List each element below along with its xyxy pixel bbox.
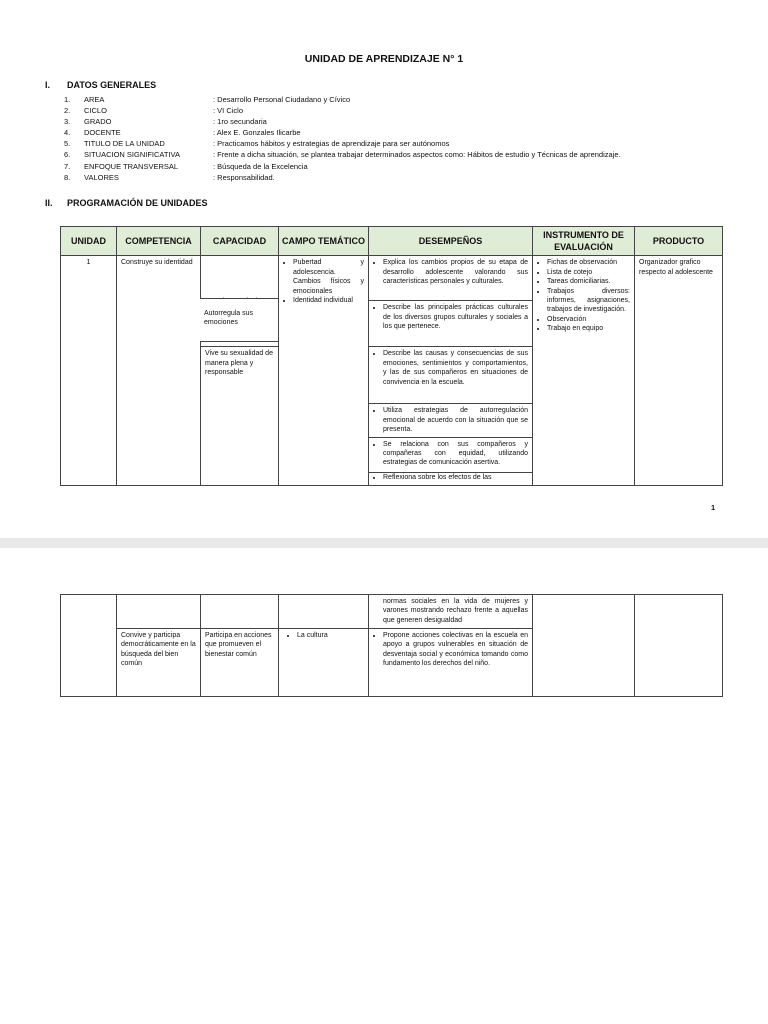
list-item: • Explica los cambios propios de su etapa de desarrollo adolescente valorando sus características personales y culturales. xyxy=(383,258,528,286)
item-number: 7. xyxy=(64,161,71,171)
header-competencia: COMPETENCIA xyxy=(117,227,201,256)
list-item: • La cultura xyxy=(297,631,364,640)
cell-desempeno xyxy=(369,472,533,485)
header-unidad: UNIDAD xyxy=(61,227,117,256)
datos-generales-list xyxy=(64,94,621,183)
cell-desempeno xyxy=(369,347,533,404)
list-item xyxy=(64,105,621,116)
section-label: PROGRAMACIÓN DE UNIDADES xyxy=(67,198,208,208)
document-title: UNIDAD DE APRENDIZAJE N° 1 xyxy=(304,53,464,65)
cell-capacidad: Vive su sexualidad de manera plena y responsable xyxy=(201,347,279,485)
section-label: DATOS GENERALES xyxy=(67,80,157,90)
cell-desempeno xyxy=(369,404,533,437)
section-heading-programacion xyxy=(45,198,208,208)
list-item xyxy=(64,138,621,149)
list-item xyxy=(64,94,621,105)
item-number: 8. xyxy=(64,172,71,182)
list-item: • Tareas domiciliarias. xyxy=(547,277,630,286)
item-label: DOCENTE xyxy=(84,128,121,138)
cell-campo-tematico xyxy=(279,256,369,485)
cell-capacidad: Participa en acciones que promueven el bienestar común xyxy=(201,629,279,697)
table-row xyxy=(61,256,723,301)
item-value: : 1ro secundaria xyxy=(213,117,267,127)
item-label: ENFOQUE TRANSVERSAL xyxy=(84,161,179,171)
item-value: : Desarrollo Personal Ciudadano y Cívico xyxy=(213,95,351,104)
list-item: • Propone acciones colectivas en la escuela en apoyo a grupos vulnerables en situación de desventaja social y económica tomando como fundamento los derechos del niño. xyxy=(383,631,528,669)
capacidad-autorregula-box xyxy=(200,298,278,342)
list-item: • Lista de cotejo xyxy=(547,268,630,277)
programacion-table-continued xyxy=(60,594,723,697)
item-number: 6. xyxy=(64,150,71,160)
item-value: : VI Ciclo xyxy=(213,106,244,116)
section-number: I. xyxy=(45,80,51,90)
cell-desempeno: normas sociales en la vida de mujeres y varones mostrando rechazo frente a aquellas que generen desigualdad xyxy=(369,595,533,629)
item-label: VALORES xyxy=(84,172,119,182)
list-item xyxy=(64,161,621,172)
cell-desempeno xyxy=(369,256,533,301)
list-item xyxy=(64,127,621,138)
item-value: : Practicamos hábitos y estrategias de aprendizaje para ser autónomos xyxy=(213,139,450,149)
list-item: • Trabajo en equipo xyxy=(547,324,630,333)
list-item: • Identidad individual xyxy=(293,296,364,305)
cell-competencia: Construye su identidad xyxy=(117,256,201,485)
item-number: 4. xyxy=(64,128,71,138)
item-value: : Frente a dicha situación, se plantea trabajar determinados aspectos como: Hábitos de estudio y Técnicas de aprendizaje. xyxy=(213,150,621,160)
cell-unidad: 1 xyxy=(61,256,117,485)
item-label: TITULO DE LA UNIDAD xyxy=(84,139,165,149)
cell-desempeno xyxy=(369,301,533,347)
cell-producto: Organizador grafico respecto al adolescente xyxy=(635,256,723,485)
cell-competencia: Convive y participa democráticamente en la búsqueda del bien común xyxy=(117,629,201,697)
header-producto: PRODUCTO xyxy=(635,227,723,256)
list-item: • Se relaciona con sus compañeros y compañeras con equidad, utilizando estrategias de comunicación asertiva. xyxy=(383,440,528,468)
cell-instrumento xyxy=(533,256,635,485)
programacion-table xyxy=(60,226,723,486)
list-item: • Fichas de observación xyxy=(547,258,630,267)
item-label: GRADO xyxy=(84,117,112,127)
cell-campo-tematico xyxy=(279,629,369,697)
table-row xyxy=(61,595,723,629)
cell-desempeno xyxy=(369,629,533,697)
header-campo-tematico: CAMPO TEMÁTICO xyxy=(279,227,369,256)
list-item xyxy=(64,116,621,127)
cell-competencia xyxy=(117,595,201,629)
item-label: SITUACION SIGNIFICATIVA xyxy=(84,150,180,160)
cell-desempeno xyxy=(369,437,533,472)
item-number: 1. xyxy=(64,95,71,104)
table-header-row xyxy=(61,227,723,256)
list-item: • Utiliza estrategias de autorregulación emocional de acuerdo con la situación que se presenta. xyxy=(383,406,528,434)
item-value: : Búsqueda de la Excelencia xyxy=(213,161,308,171)
item-value: : Alex E. Gonzales Ilicarbe xyxy=(213,128,301,138)
cell-unidad xyxy=(61,595,117,697)
list-item: • Reflexiona sobre los efectos de las xyxy=(383,473,528,482)
item-number: 3. xyxy=(64,117,71,127)
section-heading-datos-generales xyxy=(45,80,156,90)
item-label: CICLO xyxy=(84,106,107,116)
header-instrumento: INSTRUMENTO DE EVALUACIÓN xyxy=(533,227,635,256)
cell-capacidad xyxy=(201,595,279,629)
list-item xyxy=(64,149,621,160)
list-item: • Describe las principales prácticas culturales de los diversos grupos culturales y sociales a los que pertenece. xyxy=(383,303,528,331)
list-item: • Describe las causas y consecuencias de sus emociones, sentimientos y comportamientos, y las de sus compañeros en situaciones de convivencia en la escuela. xyxy=(383,349,528,387)
item-value: : Responsabilidad. xyxy=(213,172,275,182)
section-number: II. xyxy=(45,198,53,208)
cell-instrumento xyxy=(533,595,635,697)
item-number: 5. xyxy=(64,139,71,149)
page-number: 1 xyxy=(711,503,716,512)
cell-producto xyxy=(635,595,723,697)
header-desempenos: DESEMPEÑOS xyxy=(369,227,533,256)
list-item: • Trabajos diversos: informes, asignaciones, trabajos de investigación. xyxy=(547,287,630,315)
header-capacidad: CAPACIDAD xyxy=(201,227,279,256)
list-item xyxy=(64,172,621,183)
item-number: 2. xyxy=(64,106,71,116)
list-item: • Observación xyxy=(547,315,630,324)
cell-campo-tematico xyxy=(279,595,369,629)
item-label: AREA xyxy=(84,95,105,104)
page-2 xyxy=(0,548,768,1024)
list-item: • Pubertad y adolescencia. Cambios físicos y emocionales xyxy=(293,258,364,296)
capacidad-label: Autorregula sus emociones xyxy=(204,310,254,327)
